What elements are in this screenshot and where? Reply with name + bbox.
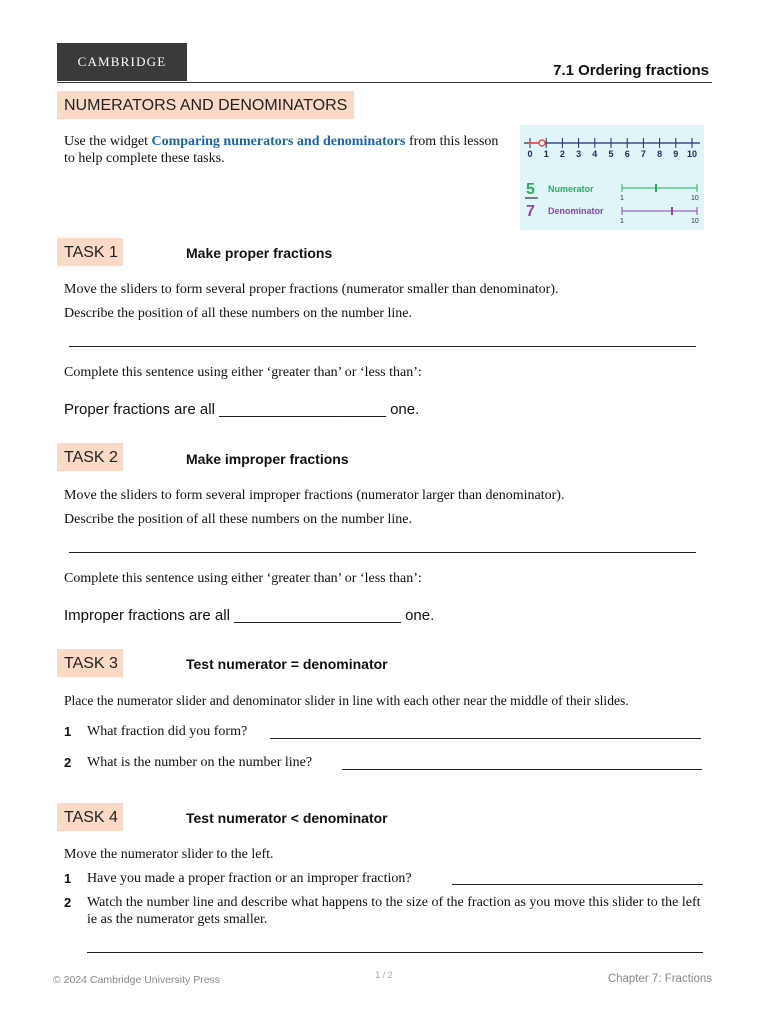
task-1-tag: TASK 1 <box>57 238 123 266</box>
task-4-title: Test numerator < denominator <box>186 810 388 826</box>
numerator-label: Numerator <box>548 184 594 194</box>
numerator-digit: 5 <box>526 181 535 198</box>
number-line-tick-label: 2 <box>559 149 565 159</box>
task-1-answer-line[interactable] <box>69 346 696 347</box>
number-line-tick-label: 10 <box>686 149 698 159</box>
logo-text: CAMBRIDGE <box>77 54 167 69</box>
footer-copyright: © 2024 Cambridge University Press <box>53 974 221 986</box>
number-line-tick-label: 6 <box>624 149 630 159</box>
intro-before: Use the widget <box>64 134 152 149</box>
task-3-q1-text: What fraction did you form? <box>87 724 248 739</box>
task-4-q1-answer-line[interactable] <box>452 884 703 885</box>
page-number: 1 / 2 <box>375 970 393 980</box>
task-2-title: Make improper fractions <box>186 451 349 467</box>
number-line-tick-label: 9 <box>673 149 679 159</box>
widget-link[interactable]: Comparing numerators and denominators <box>151 134 406 149</box>
task-1-sentence: Proper fractions are all ____________________ one. <box>64 401 420 418</box>
task-4-q1-text: Have you made a proper fraction or an improper fraction? <box>87 871 412 886</box>
task-2-describe: Describe the position of all these numbers on the number line. <box>64 512 412 527</box>
denominator-slider-min: 1 <box>620 218 624 225</box>
task-1-describe: Describe the position of all these numbers on the number line. <box>64 306 412 321</box>
number-line-tick-label: 7 <box>640 149 646 159</box>
task-4-q2-number: 2 <box>64 895 72 910</box>
number-line-tick-label: 8 <box>657 149 663 159</box>
footer-chapter: Chapter 7: Fractions <box>607 973 712 985</box>
numerator-slider-max: 10 <box>691 195 699 202</box>
lesson-title: 7.1 Ordering fractions <box>553 62 709 79</box>
numerator-slider-min: 1 <box>620 195 624 202</box>
number-line-tick-label: 3 <box>576 149 582 159</box>
header-divider <box>57 82 712 83</box>
denominator-digit: 7 <box>526 203 535 220</box>
number-line-tick-label: 1 <box>543 149 549 159</box>
number-line-tick-label: 0 <box>527 149 533 159</box>
task-2-complete-prompt: Complete this sentence using either ‘greater than’ or ‘less than’: <box>64 571 422 586</box>
intro-after: from this lesson to help complete these tasks. <box>64 134 499 166</box>
task-4-q1-number: 1 <box>64 871 72 886</box>
number-line-tick-label: 4 <box>592 149 598 159</box>
task-3-q2-answer-line[interactable] <box>342 769 702 770</box>
task-1-title: Make proper fractions <box>186 245 333 261</box>
intro-text <box>64 133 504 167</box>
task-3-q1-answer-line[interactable] <box>270 738 701 739</box>
task-3-q2-text: What is the number on the number line? <box>87 755 313 770</box>
widget-preview-image <box>520 125 704 230</box>
number-line-tick-label: 5 <box>608 149 614 159</box>
task-2-tag: TASK 2 <box>57 443 123 471</box>
task-2-sentence: Improper fractions are all ____________________ one. <box>64 607 435 624</box>
task-4-instruction: Move the numerator slider to the left. <box>64 847 274 862</box>
task-4-q2-text: Watch the number line and describe what happens to the size of the fraction as you move this slider to the left ie as the numerator gets smaller. <box>87 895 701 927</box>
task-1-complete-prompt: Complete this sentence using either ‘greater than’ or ‘less than’: <box>64 365 422 380</box>
fraction-point-marker <box>539 140 545 146</box>
task-2-answer-line[interactable] <box>69 552 696 553</box>
cambridge-logo <box>57 43 187 81</box>
task-4-tag: TASK 4 <box>57 803 123 831</box>
task-3-tag: TASK 3 <box>57 649 123 677</box>
task-3-instruction: Place the numerator slider and denominator slider in line with each other near the middle of their slides. <box>64 693 629 708</box>
denominator-label: Denominator <box>548 206 604 216</box>
section-heading: NUMERATORS AND DENOMINATORS <box>57 91 354 119</box>
task-3-q1-number: 1 <box>64 724 72 739</box>
task-3-q2-number: 2 <box>64 755 72 770</box>
task-1-instruction: Move the sliders to form several proper fractions (numerator smaller than denominator). <box>64 282 559 297</box>
widget-preview-svg <box>520 125 704 230</box>
task-3-title: Test numerator = denominator <box>186 656 388 672</box>
denominator-slider-max: 10 <box>691 218 699 225</box>
task-4-q2-answer-line[interactable] <box>87 952 703 953</box>
task-2-instruction: Move the sliders to form several improper fractions (numerator larger than denominator). <box>64 488 565 503</box>
